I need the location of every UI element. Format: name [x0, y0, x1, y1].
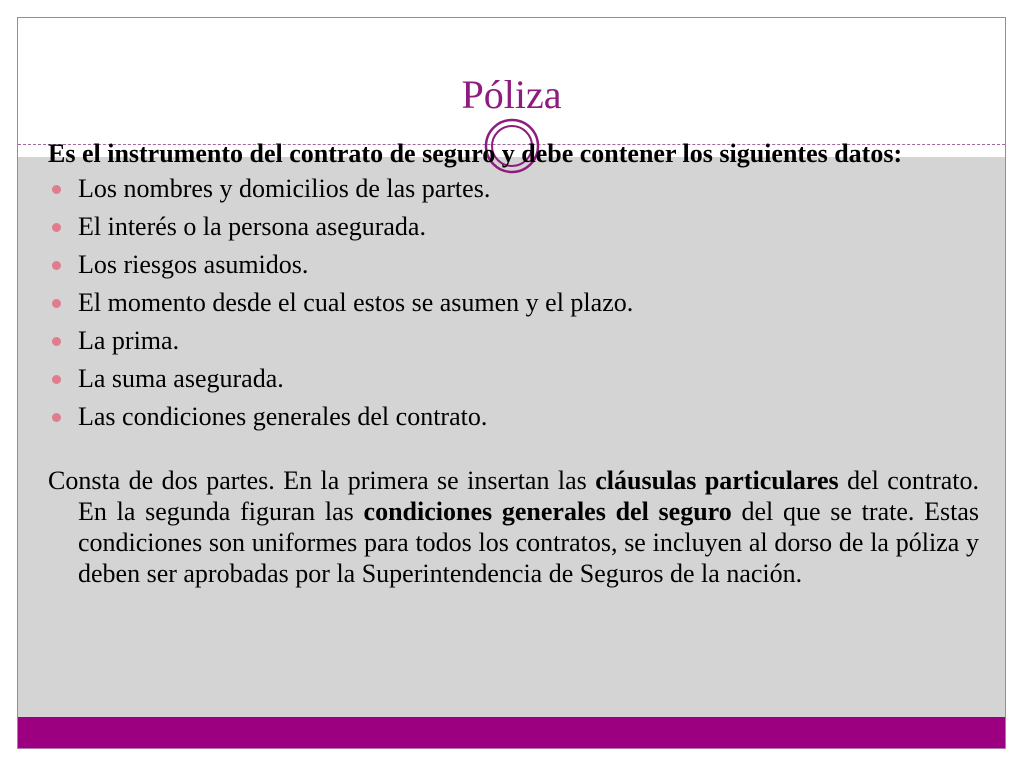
paragraph-text: del contrato. En la segunda figuran las	[78, 466, 979, 526]
slide-title: Póliza	[461, 72, 562, 117]
list-item-text: El momento desde el cual estos se asumen y el plazo.	[78, 288, 634, 317]
slide-body	[48, 138, 979, 615]
list-item-text: El interés o la persona asegurada.	[78, 212, 426, 241]
list-item	[48, 363, 979, 394]
round-bullet-icon	[52, 261, 61, 270]
round-bullet-icon	[52, 375, 61, 384]
list-item-text: Los nombres y domicilios de las partes.	[78, 174, 491, 203]
list-item	[48, 211, 979, 242]
paragraph-bold-text: condiciones generales del seguro	[363, 497, 732, 526]
round-bullet-icon	[52, 299, 61, 308]
slide-frame	[17, 17, 1006, 749]
list-item-text: La suma asegurada.	[78, 364, 284, 393]
list-item-text: La prima.	[78, 326, 180, 355]
list-item	[48, 249, 979, 280]
round-bullet-icon	[52, 337, 61, 346]
list-item-text: Las condiciones generales del contrato.	[78, 402, 488, 431]
paragraph-text: del que se trate. Estas condiciones son uniformes para todos los contratos, se incluyen al dorso de la póliza y deben ser aprobadas por la Superintendencia de Seguros de la nación.	[78, 497, 979, 588]
description-paragraph	[48, 465, 979, 589]
list-item	[48, 325, 979, 356]
round-bullet-icon	[52, 413, 61, 422]
round-bullet-icon	[52, 223, 61, 232]
bottom-bar	[18, 717, 1005, 749]
paragraph-text: Consta de dos partes. En la primera se insertan las	[48, 466, 596, 495]
paragraph-bold-text: cláusulas particulares	[595, 466, 839, 495]
data-list	[48, 173, 979, 432]
round-bullet-icon	[52, 185, 61, 194]
list-item	[48, 287, 979, 318]
list-item	[48, 173, 979, 204]
list-item	[48, 401, 979, 432]
list-item-text: Los riesgos asumidos.	[78, 250, 309, 279]
intro-text: Es el instrumento del contrato de seguro y debe contener los siguientes datos:	[48, 139, 903, 168]
